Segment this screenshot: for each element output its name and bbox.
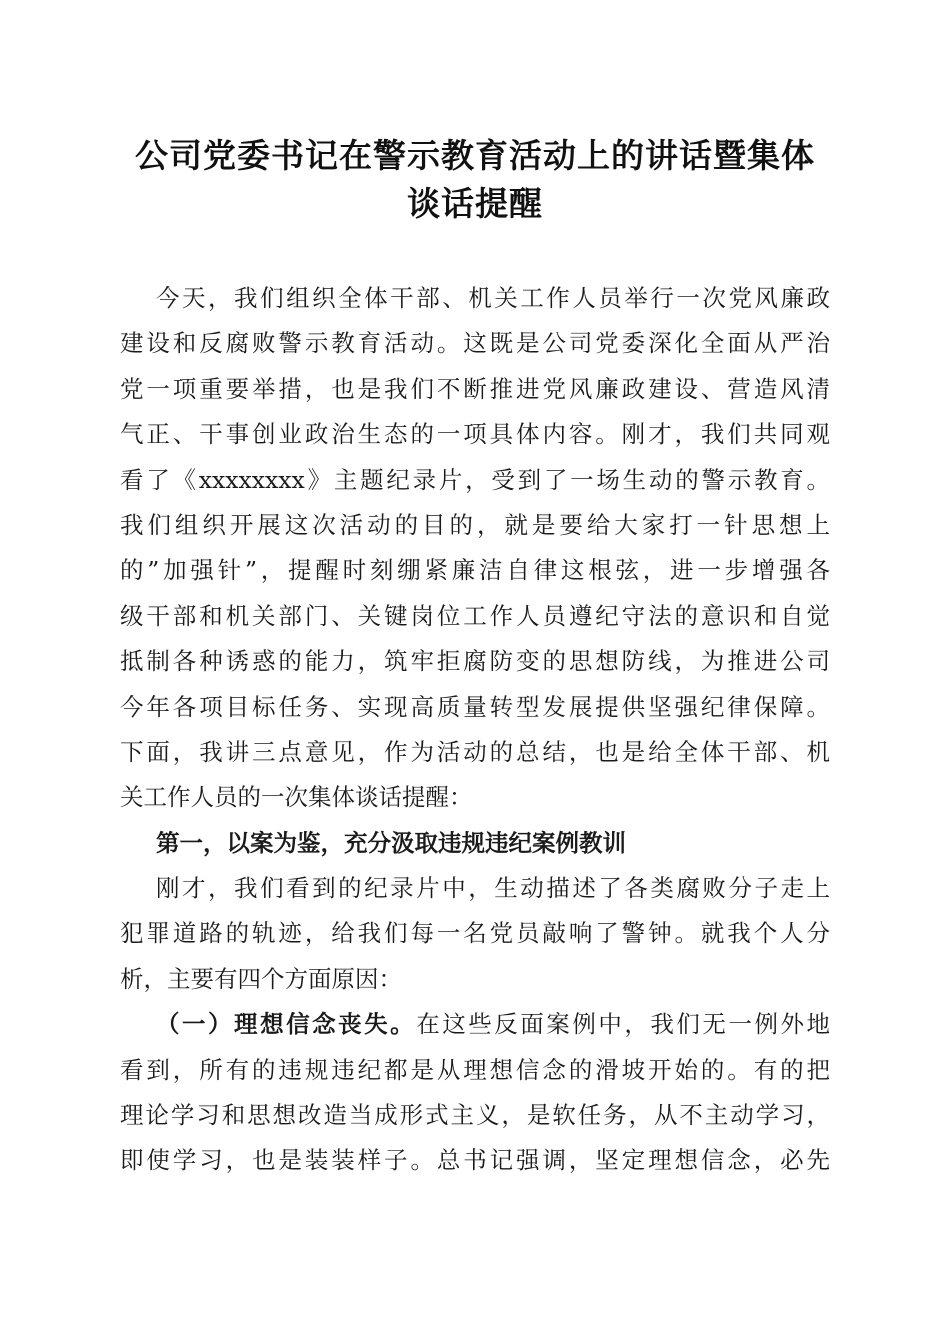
paragraph-line: 我们组织开展这次活动的目的，就是要给大家打一针思想上: [120, 510, 830, 539]
paragraph-line: 刚才，我们看到的纪录片中，生动描述了各类腐败分子走上: [156, 874, 830, 903]
paragraph-line: 犯罪道路的轨迹，给我们每一名党员敲响了警钟。就我个人分: [120, 919, 830, 948]
paragraph-line: 级干部和机关部门、关键岗位工作人员遵纪守法的意识和自觉: [120, 601, 830, 630]
paragraph-line: 关工作人员的一次集体谈话提醒：: [120, 783, 473, 812]
paragraph-line: 看到，所有的违规违纪都是从理想信念的滑坡开始的。有的把: [120, 1055, 830, 1084]
paragraph-line: 理论学习和思想改造当成形式主义，是软任务，从不主动学习，: [120, 1101, 830, 1130]
paragraph-line: 党一项重要举措，也是我们不断推进党风廉政建设、营造风清: [120, 374, 830, 403]
document-title: [110, 132, 840, 228]
document-body: [120, 276, 830, 1184]
paragraph-line-rest: 在这些反面案例中，我们无一例外地: [416, 1010, 831, 1039]
paragraph-line: 下面，我讲三点意见，作为活动的总结，也是给全体干部、机: [120, 737, 830, 766]
paragraph-line: 气正、干事创业政治生态的一项具体内容。刚才，我们共同观: [120, 420, 830, 449]
paragraph-line: 析，主要有四个方面原因：: [120, 964, 402, 993]
paragraph-line: 的”加强针”，提醒时刻绷紧廉洁自律这根弦，进一步增强各: [120, 556, 830, 585]
paragraph-line: 抵制各种诱惑的能力，筑牢拒腐防变的思想防线，为推进公司: [120, 647, 830, 676]
title-line-2: 谈话提醒: [407, 184, 543, 223]
paragraph-line: 即使学习，也是装装样子。总书记强调，坚定理想信念，必先: [120, 1146, 830, 1175]
section-heading: 第一，以案为鉴，充分汲取违规违纪案例教训: [156, 828, 626, 857]
paragraph-line: 建设和反腐败警示教育活动。这既是公司党委深化全面从严治: [120, 329, 830, 358]
paragraph-line: [120, 1002, 830, 1047]
paragraph-line: 今年各项目标任务、实现高质量转型发展提供坚强纪律保障。: [120, 692, 830, 721]
subsection-lead: （一）理想信念丧失。: [156, 1010, 417, 1039]
paragraph-line: 今天，我们组织全体干部、机关工作人员举行一次党风廉政: [156, 284, 830, 312]
paragraph-line: 看了《xxxxxxxx》主题纪录片，受到了一场生动的警示教育。: [120, 465, 830, 494]
title-line-1: 公司党委书记在警示教育活动上的讲话暨集体: [135, 136, 815, 175]
